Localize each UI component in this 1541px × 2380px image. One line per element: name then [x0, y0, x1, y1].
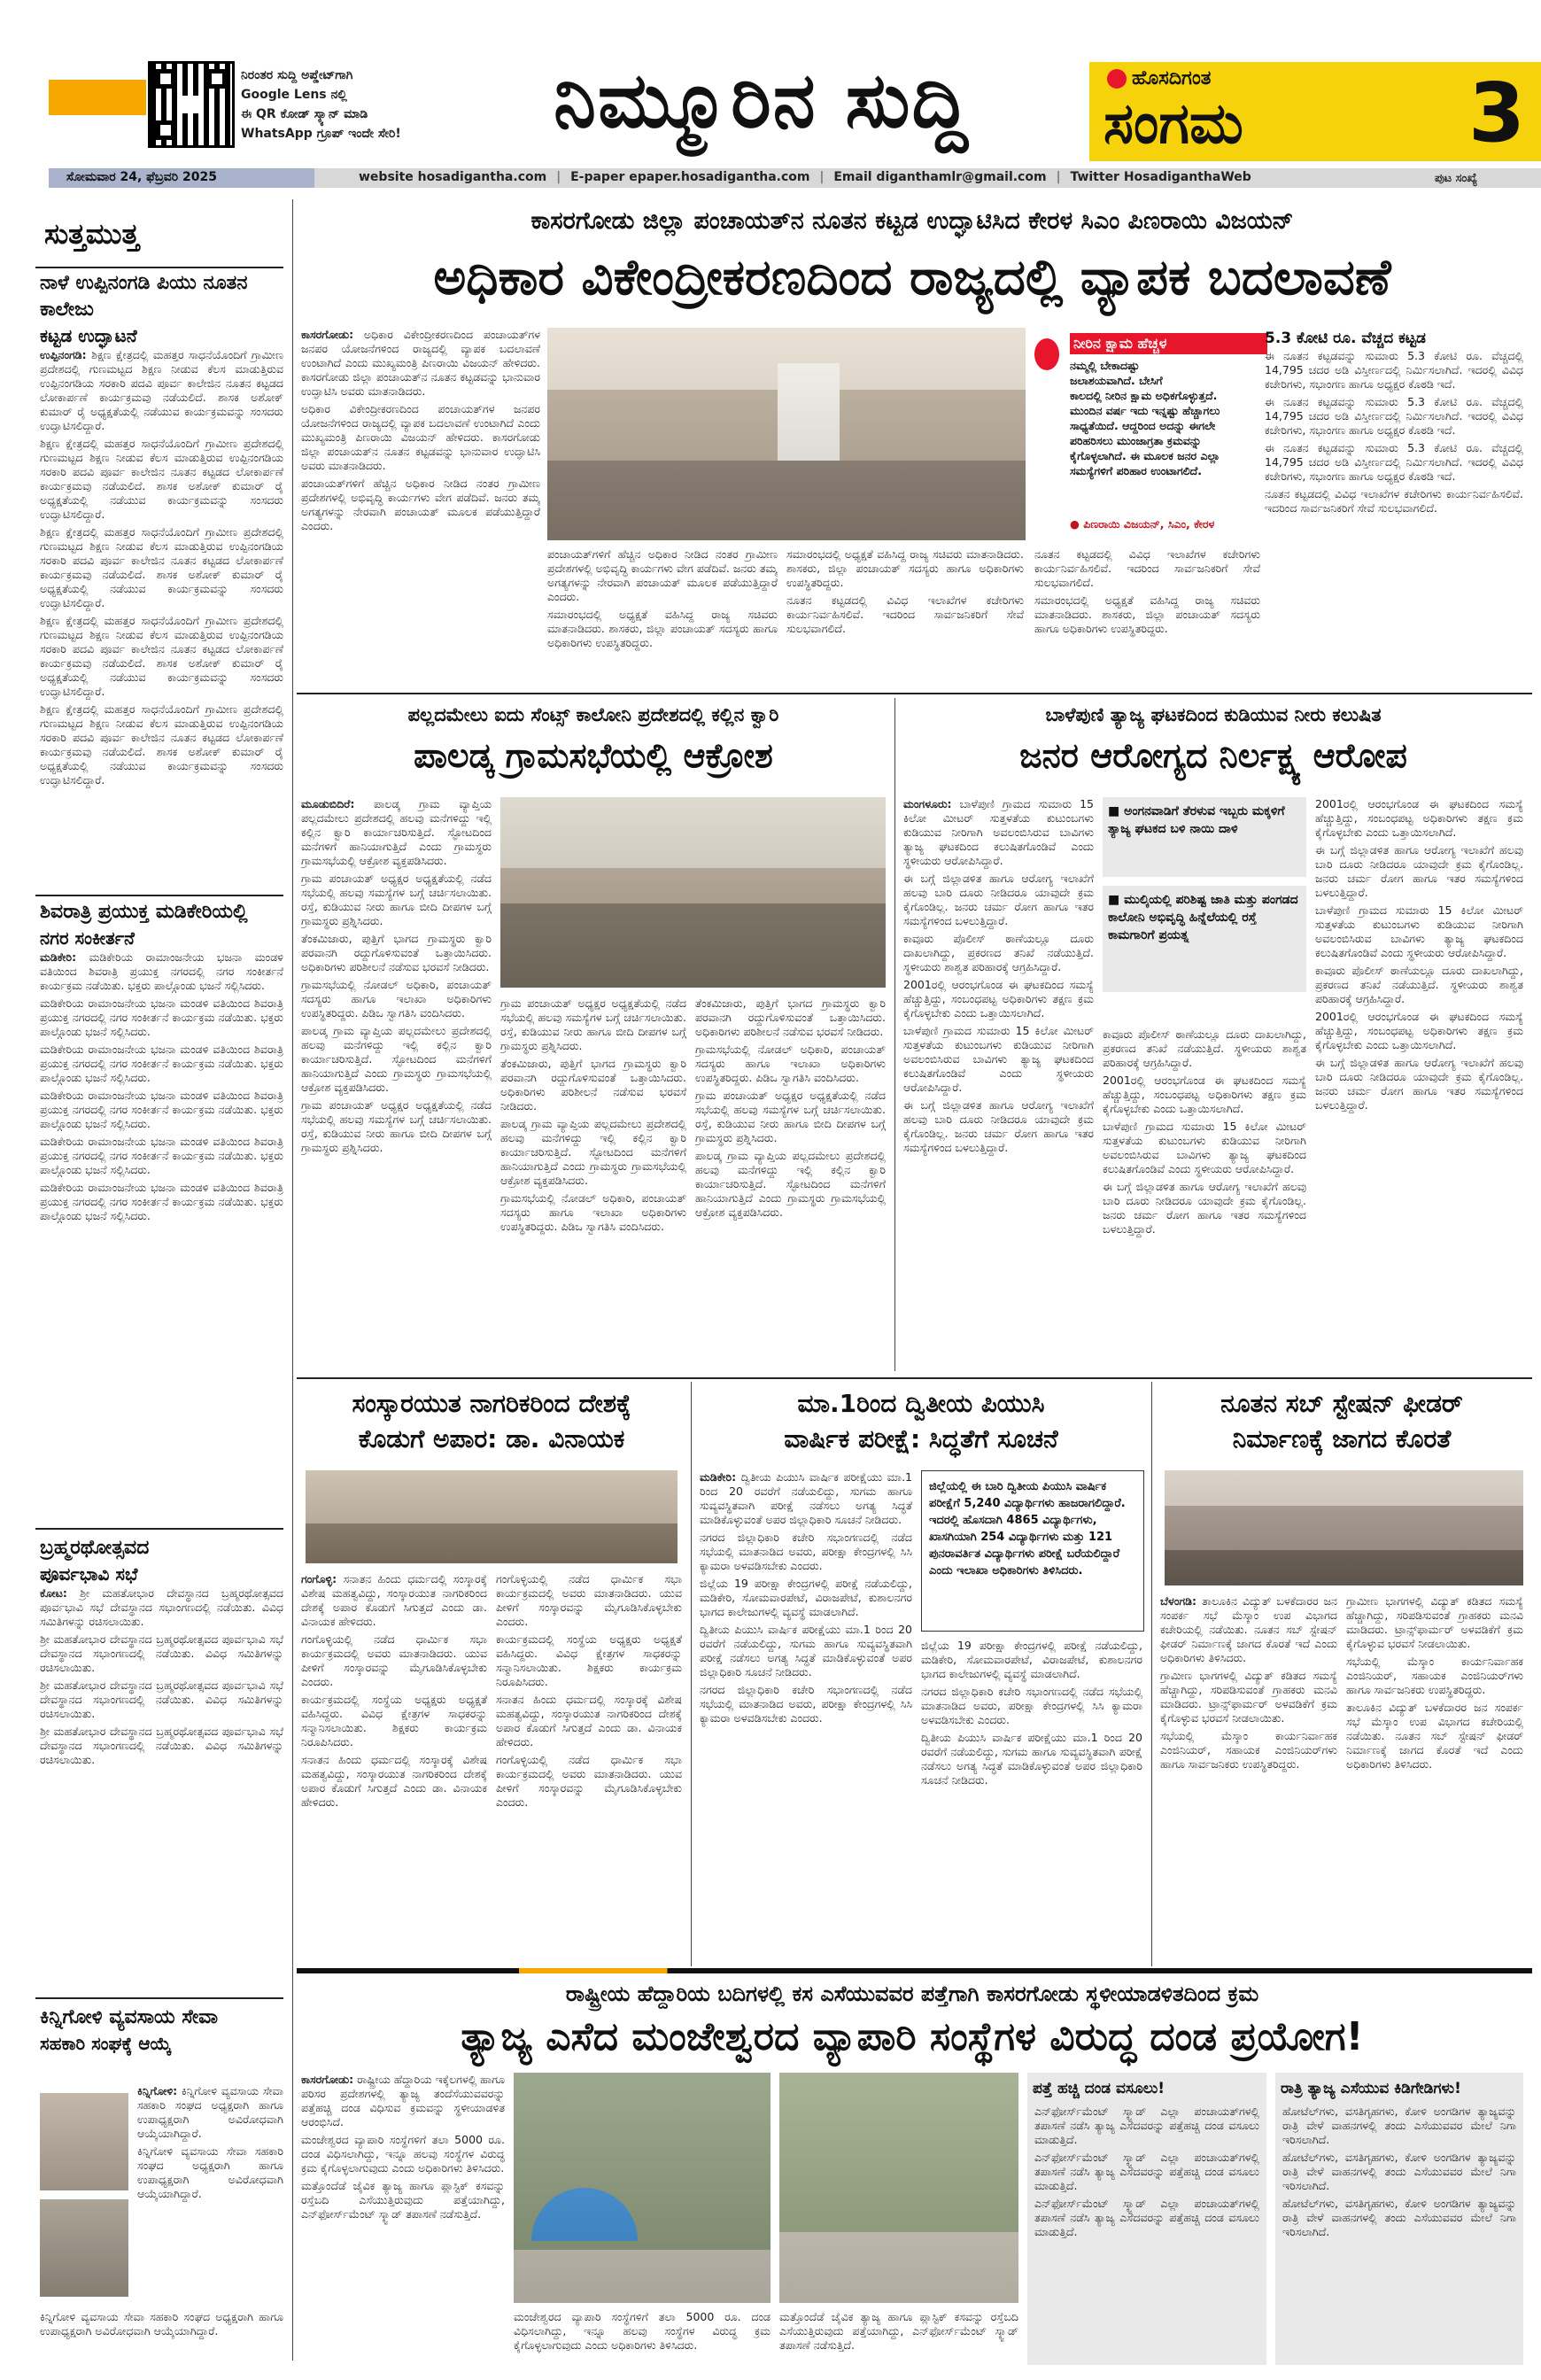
story-text: ಬಾಳೆಪುಣಿ ಗ್ರಾಮದ ಸುಮಾರು 15 ಕಿಲೋ ಮೀಟರ್ ಸುತ್ತಳತೆಯ ಕುಟುಂಬಗಳು ಕುಡಿಯುವ ನೀರಿಗಾಗಿ ಅವಲಂಬಿಸಿರುವ ಬಾವಿಗಳು ತ್ಯಾಜ್ಯ ಘಟಕದಿಂದ ಕಲುಷಿತಗೊಂಡಿವೆ ಎಂದು ಸ್ಥಳೀಯರು ಆರೋಪಿಸಿದ್ದಾರೆ. [903, 1024, 1094, 1094]
dateline: ಕೋಟ: [40, 1586, 67, 1600]
story-text: ಈ ಬಗ್ಗೆ ಜಿಲ್ಲಾಡಳಿತ ಹಾಗೂ ಆರೋಗ್ಯ ಇಲಾಖೆಗೆ ಹಲವು ಬಾರಿ ದೂರು ನೀಡಿದರೂ ಯಾವುದೇ ಕ್ರಮ ಕೈಗೊಂಡಿಲ್ಲ. ಜನರು ಚರ್ಮ ರೋಗ ಹಾಗೂ ಇತರ ಸಮಸ್ಯೆಗಳಿಂದ ಬಳಲುತ್ತಿದ್ದಾರೆ. [1315, 1056, 1523, 1112]
puc-body-col1 [700, 1470, 912, 1962]
headline-line: ನೂತನ ಸಬ್ ಸ್ಟೇಷನ್ ಫೀಡರ್ [1220, 1389, 1463, 1418]
headline-line: ನಿರ್ಮಾಣಕ್ಕೆ ಜಾಗದ ಕೊರತೆ [1232, 1424, 1452, 1454]
story-headline: ನಾಳೆ ಉಪ್ಪಿನಂಗಡಿ ಪಿಯು ನೂತನ ಕಾಲೇಜು [40, 272, 248, 321]
story-text: ಗಂಗೊಳ್ಳಿಯಲ್ಲಿ ನಡೆದ ಧಾರ್ಮಿಕ ಸಭಾ ಕಾರ್ಯಕ್ರಮದಲ್ಲಿ ಅವರು ಮಾತನಾಡಿದರು. ಯುವ ಪೀಳಿಗೆ ಸಂಸ್ಕಾರವನ್ನು ಮೈಗೂಡಿಸಿಕೊಳ್ಳಬೇಕು ಎಂದರು. [496, 1572, 682, 1628]
dateline: ಕಿನ್ನಿಗೋಳಿ: [137, 2084, 178, 2097]
column-divider [691, 1382, 692, 1966]
puc-stats-box [921, 1470, 1144, 1632]
dateline: ಕಾಸರಗೋಡು: [301, 2073, 354, 2086]
lead-body-col3 [786, 547, 1024, 671]
story-text: ರಾಷ್ಟ್ರೀಯ ಹೆದ್ದಾರಿಯ ಇಕ್ಕೆಲಗಳಲ್ಲಿ ಹಾಗೂ ಪರಿಸರ ಪ್ರದೇಶಗಳಲ್ಲಿ ತ್ಯಾಜ್ಯ ತಂದೆಸೆಯುವವರನ್ನು ಪತ್ತೆಹಚ್ಚಿ ದಂಡ ವಿಧಿಸುವ ಕ್ರಮವನ್ನು ಸ್ಥಳೀಯಾಡಳಿತ ಆರಂಭಿಸಿದೆ. [301, 2073, 505, 2128]
column-divider [1151, 1382, 1152, 1966]
water-headline: ಜನರ ಆರೋಗ್ಯದ ನಿರ್ಲಕ್ಷ್ಯ ಆರೋಪ [1019, 736, 1407, 775]
story-text: ಎನ್‌ಫೋರ್ಸ್‌ಮೆಂಟ್ ಸ್ಕ್ವಾಡ್ ಎಲ್ಲಾ ಪಂಚಾಯತ್‌ಗಳಲ್ಲಿ ತಪಾಸಣೆ ನಡೆಸಿ ತ್ಯಾಜ್ಯ ಎಸೆದವರನ್ನು ಪತ್ತೆಹಚ್ಚಿ ದಂಡ ವಸೂಲು ಮಾಡುತ್ತಿದೆ. [1034, 2105, 1259, 2146]
waste-headline: ತ್ಯಾಜ್ಯ ಎಸೆದ ಮಂಜೇಶ್ವರದ ವ್ಯಾಪಾರಿ ಸಂಸ್ಥೆಗಳ ವಿರುದ್ಧ ದಂಡ ಪ್ರಯೋಗ! [461, 2014, 1364, 2059]
story-text: 2001ರಲ್ಲಿ ಆರಂಭಗೊಂಡ ಈ ಘಟಕದಿಂದ ಸಮಸ್ಯೆ ಹೆಚ್ಚುತ್ತಿದ್ದು, ಸಂಬಂಧಪಟ್ಟ ಅಧಿಕಾರಿಗಳು ತಕ್ಷಣ ಕ್ರಮ ಕೈಗೊಳ್ಳಬೇಕು ಎಂದು ಒತ್ತಾಯಿಸಲಾಗಿದೆ. [1315, 797, 1523, 839]
story-text: ಹೋಟೆಲ್‌ಗಳು, ವಸತಿಗೃಹಗಳು, ಕೋಳಿ ಅಂಗಡಿಗಳ ತ್ಯಾಜ್ಯವನ್ನು ರಾತ್ರಿ ವೇಳೆ ವಾಹನಗಳಲ್ಲಿ ತಂದು ಎಸೆಯುವವರ ಮೇಲೆ ನಿಗಾ ಇರಿಸಲಾಗಿದೆ. [1282, 2105, 1516, 2146]
vinayak-headline [301, 1386, 682, 1457]
side-body [1282, 2105, 1516, 2344]
paladka-photo [500, 797, 886, 988]
story-text: ಕಾರ್ಯಕ್ರಮದಲ್ಲಿ ಸಂಸ್ಥೆಯ ಅಧ್ಯಕ್ಷರು ಅಧ್ಯಕ್ಷತೆ ವಹಿಸಿದ್ದರು. ವಿವಿಧ ಕ್ಷೇತ್ರಗಳ ಸಾಧಕರನ್ನು ಸನ್ಮಾನಿಸಲಾಯಿತು. ಶಿಕ್ಷಕರು ಕಾರ್ಯಕ್ರಮ ನಿರೂಪಿಸಿದರು. [301, 1693, 487, 1748]
story-text: ನಗರದ ಜಿಲ್ಲಾಧಿಕಾರಿ ಕಚೇರಿ ಸಭಾಂಗಣದಲ್ಲಿ ನಡೆದ ಸಭೆಯಲ್ಲಿ ಮಾತನಾಡಿದ ಅವರು, ಪರೀಕ್ಷಾ ಕೇಂದ್ರಗಳಲ್ಲಿ ಸಿಸಿ ಕ್ಯಾಮರಾ ಅಳವಡಿಸಬೇಕು ಎಂದರು. [921, 1685, 1142, 1726]
story-subhead: ಪೂರ್ವಭಾವಿ ಸಭೆ [40, 1563, 138, 1585]
story-text: ಕಿನ್ನಿಗೋಳಿ ವ್ಯವಸಾಯ ಸೇವಾ ಸಹಕಾರಿ ಸಂಘದ ಅಧ್ಯಕ್ಷರಾಗಿ ಹಾಗೂ ಉಪಾಧ್ಯಕ್ಷರಾಗಿ ಅವಿರೋಧವಾಗಿ ಆಯ್ಕೆಯಾಗಿದ್ದಾರೆ. [137, 2084, 283, 2140]
section-divider [297, 1968, 1532, 1973]
column-title [44, 217, 283, 261]
story-text: ಮಡಿಕೇರಿಯ ರಾಮಾಂಜನೇಯ ಭಜನಾ ಮಂಡಳಿ ವತಿಯಿಂದ ಶಿವರಾತ್ರಿ ಪ್ರಯುಕ್ತ ನಗರದಲ್ಲಿ ನಗರ ಸಂಕೀರ್ತನೆ ಕಾರ್ಯಕ್ರಮ ನಡೆಯಿತು. ಭಕ್ತರು ಪಾಲ್ಗೊಂಡು ಭಜನೆ ಸಲ್ಲಿಸಿದರು. [40, 996, 283, 1038]
story-text: ಸನಾತನ ಹಿಂದು ಧರ್ಮದಲ್ಲಿ ಸಂಸ್ಕಾರಕ್ಕೆ ವಿಶೇಷ ಮಹತ್ವವಿದ್ದು, ಸಂಸ್ಕಾರಯುತ ನಾಗರಿಕರಿಂದ ದೇಶಕ್ಕೆ ಅಪಾರ ಕೊಡುಗೆ ಸಿಗುತ್ತದೆ ಎಂದು ಡಾ. ವಿನಾಯಕ ಹೇಳಿದರು. [496, 1693, 682, 1748]
dateline: ಮೂಡುಬಿದಿರೆ: [301, 797, 355, 810]
story-text: ಬಾಳೆಪುಣಿ ಗ್ರಾಮದ ಸುಮಾರು 15 ಕಿಲೋ ಮೀಟರ್ ಸುತ್ತಳತೆಯ ಕುಟುಂಬಗಳು ಕುಡಿಯುವ ನೀರಿಗಾಗಿ ಅವಲಂಬಿಸಿರುವ ಬಾವಿಗಳು ತ್ಯಾಜ್ಯ ಘಟಕದಿಂದ ಕಲುಷಿತಗೊಂಡಿವೆ ಎಂದು ಸ್ಥಳೀಯರು ಆರೋಪಿಸಿದ್ದಾರೆ. [1103, 1120, 1306, 1175]
story-text: 2001ರಲ್ಲಿ ಆರಂಭಗೊಂಡ ಈ ಘಟಕದಿಂದ ಸಮಸ್ಯೆ ಹೆಚ್ಚುತ್ತಿದ್ದು, ಸಂಬಂಧಪಟ್ಟ ಅಧಿಕಾರಿಗಳು ತಕ್ಷಣ ಕ್ರಮ ಕೈಗೊಳ್ಳಬೇಕು ಎಂದು ಒತ್ತಾಯಿಸಲಾಗಿದೆ. [903, 978, 1094, 1019]
masthead [0, 0, 1541, 168]
story-headline: ಶಿವರಾತ್ರಿ ಪ್ರಯುಕ್ತ ಮಡಿಕೇರಿಯಲ್ಲಿ [40, 901, 248, 923]
story-text: ಗ್ರಾಮ ಪಂಚಾಯತ್ ಅಧ್ಯಕ್ಷರ ಅಧ್ಯಕ್ಷತೆಯಲ್ಲಿ ನಡೆದ ಸಭೆಯಲ್ಲಿ ಹಲವು ಸಮಸ್ಯೆಗಳ ಬಗ್ಗೆ ಚರ್ಚಿಸಲಾಯಿತು. ರಸ್ತೆ, ಕುಡಿಯುವ ನೀರು ಹಾಗೂ ಬೀದಿ ದೀಪಗಳ ಬಗ್ಗೆ ಗ್ರಾಮಸ್ಥರು ಪ್ರಶ್ನಿಸಿದರು. [695, 1089, 886, 1144]
story-text: ಜಿಲ್ಲೆಯ 19 ಪರೀಕ್ಷಾ ಕೇಂದ್ರಗಳಲ್ಲಿ ಪರೀಕ್ಷೆ ನಡೆಯಲಿದ್ದು, ಮಡಿಕೇರಿ, ಸೋಮವಾರಪೇಟೆ, ವಿರಾಜಪೇಟೆ, ಕುಶಾಲನಗರ ಭಾಗದ ಕಾಲೇಜುಗಳಲ್ಲಿ ವ್ಯವಸ್ಥೆ ಮಾಡಲಾಗಿದೆ. [700, 1577, 912, 1618]
story-text: ಬಾಳೆಪುಣಿ ಗ್ರಾಮದ ಸುಮಾರು 15 ಕಿಲೋ ಮೀಟರ್ ಸುತ್ತಳತೆಯ ಕುಟುಂಬಗಳು ಕುಡಿಯುವ ನೀರಿಗಾಗಿ ಅವಲಂಬಿಸಿರುವ ಬಾವಿಗಳು ತ್ಯಾಜ್ಯ ಘಟಕದಿಂದ ಕಲುಷಿತಗೊಂಡಿವೆ ಎಂದು ಸ್ಥಳೀಯರು ಆರೋಪಿಸಿದ್ದಾರೆ. [903, 797, 1094, 867]
side-title: ಪತ್ತೆ ಹಚ್ಚಿ ದಂಡ ವಸೂಲು! [1033, 2080, 1165, 2097]
paladka-body-col2 [500, 996, 686, 1368]
story-subhead: ಕಟ್ಟಡ ಉದ್ಘಾಟನೆ [40, 325, 137, 346]
waste-kicker: ರಾಷ್ಟ್ರೀಯ ಹೆದ್ದಾರಿಯ ಬದಿಗಳಲ್ಲಿ ಕಸ ಎಸೆಯುವವರ ಪತ್ತೆಗಾಗಿ ಕಾಸರಗೋಡು ಸ್ಥಳೀಯಾಡಳಿತದಿಂದ ಕ್ರಮ [565, 1981, 1259, 2006]
story-text: ಮಡಿಕೇರಿಯ ರಾಮಾಂಜನೇಯ ಭಜನಾ ಮಂಡಳಿ ವತಿಯಿಂದ ಶಿವರಾತ್ರಿ ಪ್ರಯುಕ್ತ ನಗರದಲ್ಲಿ ನಗರ ಸಂಕೀರ್ತನೆ ಕಾರ್ಯಕ್ರಮ ನಡೆಯಿತು. ಭಕ್ತರು ಪಾಲ್ಗೊಂಡು ಭಜನೆ ಸಲ್ಲಿಸಿದರು. [40, 1089, 283, 1130]
quote-icon [1034, 338, 1059, 370]
story-text: ಮಂಜೇಶ್ವರದ ವ್ಯಾಪಾರಿ ಸಂಸ್ಥೆಗಳಿಗೆ ತಲಾ 5000 ರೂ. ದಂಡ ವಿಧಿಸಲಾಗಿದ್ದು, ಇನ್ನೂ ಹಲವು ಸಂಸ್ಥೆಗಳ ವಿರುದ್ಧ ಕ್ರಮ ಕೈಗೊಳ್ಳಲಾಗುವುದು ಎಂದು ಅಧಿಕಾರಿಗಳು ತಿಳಿಸಿದರು. [301, 2133, 505, 2175]
lead-sidebar-box [1265, 328, 1523, 673]
vinayak-body-col2 [496, 1572, 682, 1962]
lead-body-col4 [1034, 547, 1260, 671]
side-body [1265, 349, 1523, 668]
story-text: ಕಿನ್ನಿಗೋಳಿ ವ್ಯವಸಾಯ ಸೇವಾ ಸಹಕಾರಿ ಸಂಘದ ಅಧ್ಯಕ್ಷರಾಗಿ ಹಾಗೂ ಉಪಾಧ್ಯಕ್ಷರಾಗಿ ಅವಿರೋಧವಾಗಿ ಆಯ್ಕೆಯಾಗಿದ್ದಾರೆ. [40, 2310, 283, 2337]
bullet-text: ■ ಮುಲ್ಕಿಯಲ್ಲಿ ಪರಿಶಿಷ್ಟ ಜಾತಿ ಮತ್ತು ಪಂಗಡದ ಕಾಲೋನಿ ಅಭಿವೃದ್ಧಿ ಹಿನ್ನೆಲೆಯಲ್ಲಿ ರಸ್ತೆ ಕಾಮಗಾರಿಗೆ ಪ್ರಯತ್ನ [1108, 893, 1298, 942]
qr-caption-line: Google Lens ನಲ್ಲಿ [241, 88, 347, 102]
story-text: ಗ್ರಾಮಸಭೆಯಲ್ಲಿ ನೋಡಲ್ ಅಧಿಕಾರಿ, ಪಂಚಾಯತ್ ಸದಸ್ಯರು ಹಾಗೂ ಇಲಾಖಾ ಅಧಿಕಾರಿಗಳು ಉಪಸ್ಥಿತರಿದ್ದರು. ಪಿಡಿಒ ಸ್ವಾಗತಿಸಿ ವಂದಿಸಿದರು. [695, 1043, 886, 1084]
quote-line: ಕೈಗೊಳ್ಳಲಾಗಿದೆ. ಈ ಮೂಲಕ ಜನರ ಎಲ್ಲಾ [1070, 449, 1220, 462]
story-text: ಈ ನೂತನ ಕಟ್ಟಡವನ್ನು ಸುಮಾರು 5.3 ಕೋಟಿ ರೂ. ವೆಚ್ಚದಲ್ಲಿ 14,795 ಚದರ ಅಡಿ ವಿಸ್ತೀರ್ಣದಲ್ಲಿ ನಿರ್ಮಿಸಲಾಗಿದೆ. ಇದರಲ್ಲಿ ವಿವಿಧ ಕಚೇರಿಗಳು, ಸಭಾಂಗಣ ಹಾಗೂ ಅಧ್ಯಕ್ಷರ ಕೊಠಡಿ ಇದೆ. [1265, 349, 1523, 391]
story-text: ನಗರದ ಜಿಲ್ಲಾಧಿಕಾರಿ ಕಚೇರಿ ಸಭಾಂಗಣದಲ್ಲಿ ನಡೆದ ಸಭೆಯಲ್ಲಿ ಮಾತನಾಡಿದ ಅವರು, ಪರೀಕ್ಷಾ ಕೇಂದ್ರಗಳಲ್ಲಿ ಸಿಸಿ ಕ್ಯಾಮರಾ ಅಳವಡಿಸಬೇಕು ಎಂದರು. [700, 1683, 912, 1725]
story-text: ಈ ನೂತನ ಕಟ್ಟಡವನ್ನು ಸುಮಾರು 5.3 ಕೋಟಿ ರೂ. ವೆಚ್ಚದಲ್ಲಿ 14,795 ಚದರ ಅಡಿ ವಿಸ್ತೀರ್ಣದಲ್ಲಿ ನಿರ್ಮಿಸಲಾಗಿದೆ. ಇದರಲ್ಲಿ ವಿವಿಧ ಕಚೇರಿಗಳು, ಸಭಾಂಗಣ ಹಾಗೂ ಅಧ್ಯಕ್ಷರ ಕೊಠಡಿ ಇದೆ. [1265, 441, 1523, 483]
waste-body-col3 [779, 2310, 1018, 2365]
headline-line: ವಾರ್ಷಿಕ ಪರೀಕ್ಷೆ: ಸಿದ್ಧತೆಗೆ ಸೂಚನೆ [784, 1424, 1058, 1454]
story-text: ಕಾವೂರು ಪೊಲೀಸ್ ಠಾಣೆಯಲ್ಲೂ ದೂರು ದಾಖಲಾಗಿದ್ದು, ಪ್ರಕರಣದ ತನಿಖೆ ನಡೆಯುತ್ತಿದೆ. ಸ್ಥಳೀಯರು ಶಾಶ್ವತ ಪರಿಹಾರಕ್ಕೆ ಆಗ್ರಹಿಸಿದ್ದಾರೆ. [1103, 1027, 1306, 1069]
sidebar-story-shivaratri [40, 899, 283, 1500]
story-text: ಸನಾತನ ಹಿಂದು ಧರ್ಮದಲ್ಲಿ ಸಂಸ್ಕಾರಕ್ಕೆ ವಿಶೇಷ ಮಹತ್ವವಿದ್ದು, ಸಂಸ್ಕಾರಯುತ ನಾಗರಿಕರಿಂದ ದೇಶಕ್ಕೆ ಅಪಾರ ಕೊಡುಗೆ ಸಿಗುತ್ತದೆ ಎಂದು ಡಾ. ವಿನಾಯಕ ಹೇಳಿದರು. [301, 1572, 487, 1628]
story-text: ಪಾಲಡ್ಕ ಗ್ರಾಮ ವ್ಯಾಪ್ತಿಯ ಪಲ್ಲದಮೇಲು ಪ್ರದೇಶದಲ್ಲಿ ಹಲವು ಮನೆಗಳಿದ್ದು ಇಲ್ಲಿ ಕಲ್ಲಿನ ಕ್ವಾರಿ ಕಾರ್ಯಾಚರಿಸುತ್ತಿದೆ. ಸ್ಫೋಟದಿಂದ ಮನೆಗಳಿಗೆ ಹಾನಿಯಾಗುತ್ತಿದೆ ಎಂದು ಗ್ರಾಮಸ್ಥರು ಗ್ರಾಮಸಭೆಯಲ್ಲಿ ಆಕ್ರೋಶ ವ್ಯಕ್ತಪಡಿಸಿದರು. [301, 797, 492, 867]
story-text: ನೂತನ ಕಟ್ಟಡದಲ್ಲಿ ವಿವಿಧ ಇಲಾಖೆಗಳ ಕಚೇರಿಗಳು ಕಾರ್ಯನಿರ್ವಹಿಸಲಿವೆ. ಇದರಿಂದ ಸಾರ್ವಜನಿಕರಿಗೆ ಸೇವೆ ಸುಲಭವಾಗಲಿದೆ. [1265, 487, 1523, 515]
column-divider [292, 199, 293, 2361]
story-text: ದ್ವಿತೀಯ ಪಿಯುಸಿ ವಾರ್ಷಿಕ ಪರೀಕ್ಷೆಯು ಮಾ.1 ರಿಂದ 20 ರವರೆಗೆ ನಡೆಯಲಿದ್ದು, ಸುಗಮ ಹಾಗೂ ಸುವ್ಯವಸ್ಥಿತವಾಗಿ ಪರೀಕ್ಷೆ ನಡೆಸಲು ಅಗತ್ಯ ಸಿದ್ಧತೆ ಮಾಡಿಕೊಳ್ಳುವಂತೆ ಅಪರ ಜಿಲ್ಲಾಧಿಕಾರಿ ಸೂಚನೆ ನೀಡಿದರು. [700, 1470, 912, 1526]
story-text: ಈ ಬಗ್ಗೆ ಜಿಲ್ಲಾಡಳಿತ ಹಾಗೂ ಆರೋಗ್ಯ ಇಲಾಖೆಗೆ ಹಲವು ಬಾರಿ ದೂರು ನೀಡಿದರೂ ಯಾವುದೇ ಕ್ರಮ ಕೈಗೊಂಡಿಲ್ಲ. ಜನರು ಚರ್ಮ ರೋಗ ಹಾಗೂ ಇತರ ಸಮಸ್ಯೆಗಳಿಂದ ಬಳಲುತ್ತಿದ್ದಾರೆ. [1315, 843, 1523, 899]
story-text: ಎನ್‌ಫೋರ್ಸ್‌ಮೆಂಟ್ ಸ್ಕ್ವಾಡ್ ಎಲ್ಲಾ ಪಂಚಾಯತ್‌ಗಳಲ್ಲಿ ತಪಾಸಣೆ ನಡೆಸಿ ತ್ಯಾಜ್ಯ ಎಸೆದವರನ್ನು ಪತ್ತೆಹಚ್ಚಿ ದಂಡ ವಸೂಲು ಮಾಡುತ್ತಿದೆ. [1034, 2197, 1259, 2238]
bullet-text: ■ ಅಂಗನವಾಡಿಗೆ ತೆರಳುವ ಇಬ್ಬರು ಮಕ್ಕಳಿಗೆ ತ್ಯಾಜ್ಯ ಘಟಕದ ಬಳಿ ನಾಯಿ ದಾಳಿ [1108, 804, 1285, 836]
vinayak-photo [306, 1470, 678, 1563]
column-divider [894, 698, 895, 1371]
dateline: ಮಡಿಕೇರಿ: [40, 950, 77, 964]
umbrella-icon [531, 2188, 638, 2241]
epaper-link[interactable]: E-paper epaper.hosadigantha.com [570, 170, 810, 184]
water-body-col3 [1315, 797, 1523, 1364]
twitter-link[interactable]: Twitter HosadiganthaWeb [1070, 170, 1251, 184]
quote-line: ಪರಿಹರಿಸಲು ಮುಂಜಾಗ್ರತಾ ಕ್ರಮವನ್ನು [1070, 434, 1202, 447]
story-text: ಮಡಿಕೇರಿಯ ರಾಮಾಂಜನೇಯ ಭಜನಾ ಮಂಡಳಿ ವತಿಯಿಂದ ಶಿವರಾತ್ರಿ ಪ್ರಯುಕ್ತ ನಗರದಲ್ಲಿ ನಗರ ಸಂಕೀರ್ತನೆ ಕಾರ್ಯಕ್ರಮ ನಡೆಯಿತು. ಭಕ್ತರು ಪಾಲ್ಗೊಂಡು ಭಜನೆ ಸಲ್ಲಿಸಿದರು. [40, 1043, 283, 1084]
headline-line: ಸಂಸ್ಕಾರಯುತ ನಾಗರಿಕರಿಂದ ದೇಶಕ್ಕೆ [352, 1389, 631, 1418]
dateline: ಕಾಸರಗೋಡು: [301, 328, 354, 341]
story-text: ಕಿನ್ನಿಗೋಳಿ ವ್ಯವಸಾಯ ಸೇವಾ ಸಹಕಾರಿ ಸಂಘದ ಅಧ್ಯಕ್ಷರಾಗಿ ಹಾಗೂ ಉಪಾಧ್ಯಕ್ಷರಾಗಿ ಅವಿರೋಧವಾಗಿ ಆಯ್ಕೆಯಾಗಿದ್ದಾರೆ. [137, 2144, 283, 2200]
story-body [40, 348, 283, 888]
quote-line: ಮುಂದಿನ ವರ್ಷ ಇದು ಇನ್ನಷ್ಟು ಹೆಚ್ಚಾಗಲು [1070, 404, 1220, 417]
story-text: 2001ರಲ್ಲಿ ಆರಂಭಗೊಂಡ ಈ ಘಟಕದಿಂದ ಸಮಸ್ಯೆ ಹೆಚ್ಚುತ್ತಿದ್ದು, ಸಂಬಂಧಪಟ್ಟ ಅಧಿಕಾರಿಗಳು ತಕ್ಷಣ ಕ್ರಮ ಕೈಗೊಳ್ಳಬೇಕು ಎಂದು ಒತ್ತಾಯಿಸಲಾಗಿದೆ. [1315, 1010, 1523, 1051]
orange-brand-bar [49, 80, 146, 115]
headline-line: ಕೊಡುಗೆ ಅಪಾರ: ಡಾ. ವಿನಾಯಕ [358, 1424, 625, 1454]
story-text: ಈ ಬಗ್ಗೆ ಜಿಲ್ಲಾಡಳಿತ ಹಾಗೂ ಆರೋಗ್ಯ ಇಲಾಖೆಗೆ ಹಲವು ಬಾರಿ ದೂರು ನೀಡಿದರೂ ಯಾವುದೇ ಕ್ರಮ ಕೈಗೊಂಡಿಲ್ಲ. ಜನರು ಚರ್ಮ ರೋಗ ಹಾಗೂ ಇತರ ಸಮಸ್ಯೆಗಳಿಂದ ಬಳಲುತ್ತಿದ್ದಾರೆ. [903, 872, 1094, 927]
story-text: ಶ್ರೀ ಮಹತೋಭಾರ ದೇವಸ್ಥಾನದ ಬ್ರಹ್ಮರಥೋತ್ಸವದ ಪೂರ್ವಭಾವಿ ಸಭೆ ದೇವಸ್ಥಾನದ ಸಭಾಂಗಣದಲ್ಲಿ ನಡೆಯಿತು. ವಿವಿಧ ಸಮಿತಿಗಳನ್ನು ರಚಿಸಲಾಯಿತು. [40, 1586, 283, 1628]
waste-side-box-1 [1027, 2073, 1266, 2365]
sidebar [35, 199, 288, 2365]
qr-caption-line: ನಿರಂತರ ಸುದ್ದಿ ಅಪ್ಡೇಟ್‌ಗಾಗಿ [241, 68, 353, 82]
dateline: ಉಪ್ಪಿನಂಗಡಿ: [40, 348, 87, 361]
quote-box [1034, 328, 1260, 540]
story-text: ಮಡಿಕೇರಿಯ ರಾಮಾಂಜನೇಯ ಭಜನಾ ಮಂಡಳಿ ವತಿಯಿಂದ ಶಿವರಾತ್ರಿ ಪ್ರಯುಕ್ತ ನಗರದಲ್ಲಿ ನಗರ ಸಂಕೀರ್ತನೆ ಕಾರ್ಯಕ್ರಮ ನಡೆಯಿತು. ಭಕ್ತರು ಪಾಲ್ಗೊಂಡು ಭಜನೆ ಸಲ್ಲಿಸಿದರು. [40, 1135, 283, 1176]
story-body [40, 1586, 283, 1976]
story-text: ತೆಂಕಮಿಜಾರು, ಪುತ್ತಿಗೆ ಭಾಗದ ಗ್ರಾಮಸ್ಥರು ಕ್ವಾರಿ ಪರವಾನಗಿ ರದ್ದುಗೊಳಿಸುವಂತೆ ಒತ್ತಾಯಿಸಿದರು. ಅಧಿಕಾರಿಗಳು ಪರಿಶೀಲನೆ ನಡೆಸುವ ಭರವಸೆ ನೀಡಿದರು. [301, 932, 492, 973]
story-text: ಶಿಕ್ಷಣ ಕ್ಷೇತ್ರದಲ್ಲಿ ಮಹತ್ತರ ಸಾಧನೆಯೊಂದಿಗೆ ಗ್ರಾಮೀಣ ಪ್ರದೇಶದಲ್ಲಿ ಗುಣಮಟ್ಟದ ಶಿಕ್ಷಣ ನೀಡುವ ಕೆಲಸ ಮಾಡುತ್ತಿರುವ ಉಪ್ಪಿನಂಗಡಿಯ ಸರಕಾರಿ ಪದವಿ ಪೂರ್ವ ಕಾಲೇಜಿನ ನೂತನ ಕಟ್ಟಡದ ಲೋಕಾರ್ಪಣೆ ಕಾರ್ಯಕ್ರಮವು ನಡೆಯಲಿದೆ. ಶಾಸಕ ಅಶೋಕ್ ಕುಮಾರ್ ರೈ ಅಧ್ಯಕ್ಷತೆಯಲ್ಲಿ ನಡೆಯುವ ಕಾರ್ಯಕ್ರಮವನ್ನು ಸಂಸದರು ಉದ್ಘಾಟಿಸಲಿದ್ದಾರೆ. [40, 614, 283, 698]
divider [297, 1377, 1532, 1379]
brand-name: ಸಂಗಮ [1103, 91, 1243, 157]
quote-line: ನಮ್ಮಲ್ಲಿ ಬೇಕಾದಷ್ಟು [1070, 359, 1140, 372]
substation-body-col2 [1346, 1594, 1523, 1962]
story-text: ಕಾರ್ಯಕ್ರಮದಲ್ಲಿ ಸಂಸ್ಥೆಯ ಅಧ್ಯಕ್ಷರು ಅಧ್ಯಕ್ಷತೆ ವಹಿಸಿದ್ದರು. ವಿವಿಧ ಕ್ಷೇತ್ರಗಳ ಸಾಧಕರನ್ನು ಸನ್ಮಾನಿಸಲಾಯಿತು. ಶಿಕ್ಷಕರು ಕಾರ್ಯಕ್ರಮ ನಿರೂಪಿಸಿದರು. [496, 1632, 682, 1688]
date-badge [49, 168, 314, 188]
story-text: ಗಂಗೊಳ್ಳಿಯಲ್ಲಿ ನಡೆದ ಧಾರ್ಮಿಕ ಸಭಾ ಕಾರ್ಯಕ್ರಮದಲ್ಲಿ ಅವರು ಮಾತನಾಡಿದರು. ಯುವ ಪೀಳಿಗೆ ಸಂಸ್ಕಾರವನ್ನು ಮೈಗೂಡಿಸಿಕೊಳ್ಳಬೇಕು ಎಂದರು. [301, 1632, 487, 1688]
column-title-text: ಸುತ್ತಮುತ್ತ [44, 217, 140, 251]
story-text: ಶ್ರೀ ಮಹತೋಭಾರ ದೇವಸ್ಥಾನದ ಬ್ರಹ್ಮರಥೋತ್ಸವದ ಪೂರ್ವಭಾವಿ ಸಭೆ ದೇವಸ್ಥಾನದ ಸಭಾಂಗಣದಲ್ಲಿ ನಡೆಯಿತು. ವಿವಿಧ ಸಮಿತಿಗಳನ್ನು ರಚಿಸಲಾಯಿತು. [40, 1678, 283, 1720]
masthead-title: ನಿಮ್ಮೂರಿನ ಸುದ್ದಿ [554, 57, 970, 145]
story-text: ಈ ಬಗ್ಗೆ ಜಿಲ್ಲಾಡಳಿತ ಹಾಗೂ ಆರೋಗ್ಯ ಇಲಾಖೆಗೆ ಹಲವು ಬಾರಿ ದೂರು ನೀಡಿದರೂ ಯಾವುದೇ ಕ್ರಮ ಕೈಗೊಂಡಿಲ್ಲ. ಜನರು ಚರ್ಮ ರೋಗ ಹಾಗೂ ಇತರ ಸಮಸ್ಯೆಗಳಿಂದ ಬಳಲುತ್ತಿದ್ದಾರೆ. [903, 1098, 1094, 1154]
story-text: ಗ್ರಾಮೀಣ ಭಾಗಗಳಲ್ಲಿ ವಿದ್ಯುತ್ ಕಡಿತದ ಸಮಸ್ಯೆ ಹೆಚ್ಚಾಗಿದ್ದು, ಸರಿಪಡಿಸುವಂತೆ ಗ್ರಾಹಕರು ಮನವಿ ಮಾಡಿದರು. ಟ್ರಾನ್ಸ್‌ಫಾರ್ಮರ್ ಅಳವಡಿಕೆಗೆ ಕ್ರಮ ಕೈಗೊಳ್ಳುವ ಭರವಸೆ ನೀಡಲಾಯಿತು. [1346, 1594, 1523, 1650]
divider [35, 1997, 283, 1999]
story-text: 2001ರಲ್ಲಿ ಆರಂಭಗೊಂಡ ಈ ಘಟಕದಿಂದ ಸಮಸ್ಯೆ ಹೆಚ್ಚುತ್ತಿದ್ದು, ಸಂಬಂಧಪಟ್ಟ ಅಧಿಕಾರಿಗಳು ತಕ್ಷಣ ಕ್ರಮ ಕೈಗೊಳ್ಳಬೇಕು ಎಂದು ಒತ್ತಾಯಿಸಲಾಗಿದೆ. [1103, 1074, 1306, 1115]
story-text: ತೆಂಕಮಿಜಾರು, ಪುತ್ತಿಗೆ ಭಾಗದ ಗ್ರಾಮಸ್ಥರು ಕ್ವಾರಿ ಪರವಾನಗಿ ರದ್ದುಗೊಳಿಸುವಂತೆ ಒತ್ತಾಯಿಸಿದರು. ಅಧಿಕಾರಿಗಳು ಪರಿಶೀಲನೆ ನಡೆಸುವ ಭರವಸೆ ನೀಡಿದರು. [500, 1057, 686, 1112]
story-text: ಬಾಳೆಪುಣಿ ಗ್ರಾಮದ ಸುಮಾರು 15 ಕಿಲೋ ಮೀಟರ್ ಸುತ್ತಳತೆಯ ಕುಟುಂಬಗಳು ಕುಡಿಯುವ ನೀರಿಗಾಗಿ ಅವಲಂಬಿಸಿರುವ ಬಾವಿಗಳು ತ್ಯಾಜ್ಯ ಘಟಕದಿಂದ ಕಲುಷಿತಗೊಂಡಿವೆ ಎಂದು ಸ್ಥಳೀಯರು ಆರೋಪಿಸಿದ್ದಾರೆ. [1315, 903, 1523, 959]
story-text: ಪಾಲಡ್ಕ ಗ್ರಾಮ ವ್ಯಾಪ್ತಿಯ ಪಲ್ಲದಮೇಲು ಪ್ರದೇಶದಲ್ಲಿ ಹಲವು ಮನೆಗಳಿದ್ದು ಇಲ್ಲಿ ಕಲ್ಲಿನ ಕ್ವಾರಿ ಕಾರ್ಯಾಚರಿಸುತ್ತಿದೆ. ಸ್ಫೋಟದಿಂದ ಮನೆಗಳಿಗೆ ಹಾನಿಯಾಗುತ್ತಿದೆ ಎಂದು ಗ್ರಾಮಸ್ಥರು ಗ್ರಾಮಸಭೆಯಲ್ಲಿ ಆಕ್ರೋಶ ವ್ಯಕ್ತಪಡಿಸಿದರು. [695, 1149, 886, 1219]
story-text: ಶಿಕ್ಷಣ ಕ್ಷೇತ್ರದಲ್ಲಿ ಮಹತ್ತರ ಸಾಧನೆಯೊಂದಿಗೆ ಗ್ರಾಮೀಣ ಪ್ರದೇಶದಲ್ಲಿ ಗುಣಮಟ್ಟದ ಶಿಕ್ಷಣ ನೀಡುವ ಕೆಲಸ ಮಾಡುತ್ತಿರುವ ಉಪ್ಪಿನಂಗಡಿಯ ಸರಕಾರಿ ಪದವಿ ಪೂರ್ವ ಕಾಲೇಜಿನ ನೂತನ ಕಟ್ಟಡದ ಲೋಕಾರ್ಪಣೆ ಕಾರ್ಯಕ್ರಮವು ನಡೆಯಲಿದೆ. ಶಾಸಕ ಅಶೋಕ್ ಕುಮಾರ್ ರೈ ಅಧ್ಯಕ್ಷತೆಯಲ್ಲಿ ನಡೆಯುವ ಕಾರ್ಯಕ್ರಮವನ್ನು ಸಂಸದರು ಉದ್ಘಾಟಿಸಲಿದ್ದಾರೆ. [40, 437, 283, 521]
paladka-body-col3 [695, 996, 886, 1368]
quote-text [1070, 358, 1260, 478]
dateline: ಮಡಿಕೇರಿ: [700, 1470, 737, 1484]
masthead-links: website hosadigantha.com | E-paper epaper.hosadigantha.com | Email diganthamlr@gmail.com | Twitter HosadiganthaWeb [359, 170, 1251, 184]
website-link[interactable]: website hosadigantha.com [359, 170, 547, 184]
substation-body-col1 [1160, 1594, 1337, 1962]
sidebar-story-upp [40, 270, 283, 888]
issue-date: ಸೋಮವಾರ 24, ಫೆಬ್ರವರಿ 2025 [66, 170, 218, 184]
story-text: ಮತ್ತೊಂದೆಡೆ ಜೈವಿಕ ತ್ಯಾಜ್ಯ ಹಾಗೂ ಪ್ಲಾಸ್ಟಿಕ್ ಕಸವನ್ನು ರಸ್ತೆಬದಿ ಎಸೆಯುತ್ತಿರುವುದು ಪತ್ತೆಯಾಗಿದ್ದು, ಎನ್‌ಫೋರ್ಸ್‌ಮೆಂಟ್ ಸ್ಕ್ವಾಡ್ ತಪಾಸಣೆ ನಡೆಸುತ್ತಿದೆ. [301, 2179, 505, 2221]
story-text: ಸಮಾರಂಭದಲ್ಲಿ ಅಧ್ಯಕ್ಷತೆ ವಹಿಸಿದ್ದ ರಾಜ್ಯ ಸಚಿವರು ಮಾತನಾಡಿದರು. ಶಾಸಕರು, ಜಿಲ್ಲಾ ಪಂಚಾಯತ್ ಸದಸ್ಯರು ಹಾಗೂ ಅಧಿಕಾರಿಗಳು ಉಪಸ್ಥಿತರಿದ್ದರು. [547, 608, 778, 649]
paladka-headline: ಪಾಲಡ್ಕ ಗ್ರಾಮಸಭೆಯಲ್ಲಿ ಆಕ್ರೋಶ [414, 736, 773, 775]
story-body [137, 2084, 283, 2306]
dateline: ಬೆಳಂಗಡಿ: [1160, 1594, 1196, 1608]
qr-code-icon [151, 64, 232, 145]
portrait-photo [40, 2093, 128, 2190]
sidebar-story-kinnigoli [40, 2004, 283, 2337]
story-text: ಶಿಕ್ಷಣ ಕ್ಷೇತ್ರದಲ್ಲಿ ಮಹತ್ತರ ಸಾಧನೆಯೊಂದಿಗೆ ಗ್ರಾಮೀಣ ಪ್ರದೇಶದಲ್ಲಿ ಗುಣಮಟ್ಟದ ಶಿಕ್ಷಣ ನೀಡುವ ಕೆಲಸ ಮಾಡುತ್ತಿರುವ ಉಪ್ಪಿನಂಗಡಿಯ ಸರಕಾರಿ ಪದವಿ ಪೂರ್ವ ಕಾಲೇಜಿನ ನೂತನ ಕಟ್ಟಡದ ಲೋಕಾರ್ಪಣೆ ಕಾರ್ಯಕ್ರಮವು ನಡೆಯಲಿದೆ. ಶಾಸಕ ಅಶೋಕ್ ಕುಮಾರ್ ರೈ ಅಧ್ಯಕ್ಷತೆಯಲ್ಲಿ ನಡೆಯುವ ಕಾರ್ಯಕ್ರಮವನ್ನು ಸಂಸದರು ಉದ್ಘಾಟಿಸಲಿದ್ದಾರೆ. [40, 348, 283, 432]
qr-caption [241, 66, 524, 143]
brand-logo-icon [1107, 69, 1127, 89]
puc-stats-text: ಜಿಲ್ಲೆಯಲ್ಲಿ ಈ ಬಾರಿ ದ್ವಿತೀಯ ಪಿಯುಸಿ ವಾರ್ಷಿಕ ಪರೀಕ್ಷೆಗೆ 5,240 ವಿದ್ಯಾರ್ಥಿಗಳು ಹಾಜರಾಗಲಿದ್ದಾರೆ. ಇದರಲ್ಲಿ ಹೊಸದಾಗಿ 4865 ವಿದ್ಯಾರ್ಥಿಗಳು, ಖಾಸಗಿಯಾಗಿ 254 ವಿದ್ಯಾರ್ಥಿಗಳು ಮತ್ತು 121 ಪುನರಾವರ್ತಿತ ವಿದ್ಯಾರ್ಥಿಗಳು ಪರೀಕ್ಷೆ ಬರೆಯಲಿದ್ದಾರೆ ಎಂದು ಇಲಾಖಾ ಅಧಿಕಾರಿಗಳು ತಿಳಿಸಿದರು. [929, 1480, 1126, 1578]
waste-photo-left [514, 2073, 770, 2303]
story-text: ಮತ್ತೊಂದೆಡೆ ಜೈವಿಕ ತ್ಯಾಜ್ಯ ಹಾಗೂ ಪ್ಲಾಸ್ಟಿಕ್ ಕಸವನ್ನು ರಸ್ತೆಬದಿ ಎಸೆಯುತ್ತಿರುವುದು ಪತ್ತೆಯಾಗಿದ್ದು, ಎನ್‌ಫೋರ್ಸ್‌ಮೆಂಟ್ ಸ್ಕ್ವಾಡ್ ತಪಾಸಣೆ ನಡೆಸುತ್ತಿದೆ. [779, 2310, 1018, 2352]
substation-photo [1165, 1470, 1523, 1585]
water-body-col2 [1103, 1027, 1306, 1368]
substation-headline [1160, 1386, 1523, 1457]
vinayak-body-col1 [301, 1572, 487, 1962]
puc-body-col2 [921, 1639, 1142, 1962]
story-text: ಸಭೆಯಲ್ಲಿ ಮೆಸ್ಕಾಂ ಕಾರ್ಯನಿರ್ವಾಹಕ ಎಂಜಿನಿಯರ್, ಸಹಾಯಕ ಎಂಜಿನಿಯರ್‌ಗಳು ಹಾಗೂ ಸಾರ್ವಜನಿಕರು ಉಪಸ್ಥಿತರಿದ್ದರು. [1346, 1655, 1523, 1696]
sidebar-story-brahmaratha [40, 1535, 283, 1976]
paladka-body-col1 [301, 797, 492, 1364]
water-body-col1 [903, 797, 1094, 1364]
lead-headline: ಅಧಿಕಾರ ವಿಕೇಂದ್ರೀಕರಣದಿಂದ ರಾಜ್ಯದಲ್ಲಿ ವ್ಯಾಪಕ ಬದಲಾವಣೆ [433, 249, 1391, 306]
story-text: ಶ್ರೀ ಮಹತೋಭಾರ ದೇವಸ್ಥಾನದ ಬ್ರಹ್ಮರಥೋತ್ಸವದ ಪೂರ್ವಭಾವಿ ಸಭೆ ದೇವಸ್ಥಾನದ ಸಭಾಂಗಣದಲ್ಲಿ ನಡೆಯಿತು. ವಿವಿಧ ಸಮಿತಿಗಳನ್ನು ರಚಿಸಲಾಯಿತು. [40, 1632, 283, 1674]
lead-kicker: ಕಾಸರಗೋಡು ಜಿಲ್ಲಾ ಪಂಚಾಯತ್‌ನ ನೂತನ ಕಟ್ಟಡ ಉದ್ಘಾಟಿಸಿದ ಕೇರಳ ಸಿಎಂ ಪಿಣರಾಯಿ ವಿಜಯನ್ [530, 207, 1294, 235]
email-link[interactable]: Email diganthamlr@gmail.com [833, 170, 1047, 184]
water-bullets [1103, 797, 1306, 1019]
story-text: ಅಧಿಕಾರ ವಿಕೇಂದ್ರೀಕರಣದಿಂದ ಪಂಚಾಯತ್‌ಗಳ ಜನಪರ ಯೋಜನೆಗಳಿಂದ ರಾಜ್ಯದಲ್ಲಿ ವ್ಯಾಪಕ ಬದಲಾವಣೆ ಉಂಟಾಗಿದೆ ಎಂದು ಮುಖ್ಯಮಂತ್ರಿ ಪಿಣರಾಯಿ ವಿಜಯನ್ ಹೇಳಿದರು. ಕಾಸರಗೋಡು ಜಿಲ್ಲಾ ಪಂಚಾಯತ್‌ನ ನೂತನ ಕಟ್ಟಡವನ್ನು ಭಾನುವಾರ ಉದ್ಘಾಟಿಸಿ ಅವರು ಮಾತನಾಡಿದರು. [301, 328, 540, 398]
dateline: ಗಂಗೊಳ್ಳಿ: [301, 1572, 337, 1585]
story-text: ಕಾವೂರು ಪೊಲೀಸ್ ಠಾಣೆಯಲ್ಲೂ ದೂರು ದಾಖಲಾಗಿದ್ದು, ಪ್ರಕರಣದ ತನಿಖೆ ನಡೆಯುತ್ತಿದೆ. ಸ್ಥಳೀಯರು ಶಾಶ್ವತ ಪರಿಹಾರಕ್ಕೆ ಆಗ್ರಹಿಸಿದ್ದಾರೆ. [903, 932, 1094, 973]
story-body [40, 2310, 283, 2363]
brand-small: ಹೊಸದಿಗಂತ [1132, 67, 1212, 89]
quote-line: ಕಾಲದಲ್ಲಿ ನೀರಿನ ಕ್ಷಾಮ ಅಧಿಕಗೊಳ್ಳುತ್ತದೆ. [1070, 389, 1218, 402]
story-text: ತಾಲೂಕಿನ ವಿದ್ಯುತ್ ಬಳಕೆದಾರರ ಜನ ಸಂಪರ್ಕ ಸಭೆ ಮೆಸ್ಕಾಂ ಉಪ ವಿಭಾಗದ ಕಚೇರಿಯಲ್ಲಿ ನಡೆಯಿತು. ನೂತನ ಸಬ್ ಸ್ಟೇಷನ್ ಫೀಡರ್ ನಿರ್ಮಾಣಕ್ಕೆ ಜಾಗದ ಕೊರತೆ ಇದೆ ಎಂದು ಅಧಿಕಾರಿಗಳು ತಿಳಿಸಿದರು. [1160, 1594, 1337, 1664]
story-text: ಮಂಜೇಶ್ವರದ ವ್ಯಾಪಾರಿ ಸಂಸ್ಥೆಗಳಿಗೆ ತಲಾ 5000 ರೂ. ದಂಡ ವಿಧಿಸಲಾಗಿದ್ದು, ಇನ್ನೂ ಹಲವು ಸಂಸ್ಥೆಗಳ ವಿರುದ್ಧ ಕ್ರಮ ಕೈಗೊಳ್ಳಲಾಗುವುದು ಎಂದು ಅಧಿಕಾರಿಗಳು ತಿಳಿಸಿದರು. [514, 2310, 770, 2352]
story-text: ಶಿಕ್ಷಣ ಕ್ಷೇತ್ರದಲ್ಲಿ ಮಹತ್ತರ ಸಾಧನೆಯೊಂದಿಗೆ ಗ್ರಾಮೀಣ ಪ್ರದೇಶದಲ್ಲಿ ಗುಣಮಟ್ಟದ ಶಿಕ್ಷಣ ನೀಡುವ ಕೆಲಸ ಮಾಡುತ್ತಿರುವ ಉಪ್ಪಿನಂಗಡಿಯ ಸರಕಾರಿ ಪದವಿ ಪೂರ್ವ ಕಾಲೇಜಿನ ನೂತನ ಕಟ್ಟಡದ ಲೋಕಾರ್ಪಣೆ ಕಾರ್ಯಕ್ರಮವು ನಡೆಯಲಿದೆ. ಶಾಸಕ ಅಶೋಕ್ ಕುಮಾರ್ ರೈ ಅಧ್ಯಕ್ಷತೆಯಲ್ಲಿ ನಡೆಯುವ ಕಾರ್ಯಕ್ರಮವನ್ನು ಸಂಸದರು ಉದ್ಘಾಟಿಸಲಿದ್ದಾರೆ. [40, 525, 283, 609]
story-subhead: ಸಹಕಾರಿ ಸಂಘಕ್ಕೆ ಆಯ್ಕೆ [40, 2033, 172, 2054]
story-text: ಗ್ರಾಮ ಪಂಚಾಯತ್ ಅಧ್ಯಕ್ಷರ ಅಧ್ಯಕ್ಷತೆಯಲ್ಲಿ ನಡೆದ ಸಭೆಯಲ್ಲಿ ಹಲವು ಸಮಸ್ಯೆಗಳ ಬಗ್ಗೆ ಚರ್ಚಿಸಲಾಯಿತು. ರಸ್ತೆ, ಕುಡಿಯುವ ನೀರು ಹಾಗೂ ಬೀದಿ ದೀಪಗಳ ಬಗ್ಗೆ ಗ್ರಾಮಸ್ಥರು ಪ್ರಶ್ನಿಸಿದರು. [301, 1098, 492, 1154]
divider [35, 267, 283, 268]
story-text: ಎನ್‌ಫೋರ್ಸ್‌ಮೆಂಟ್ ಸ್ಕ್ವಾಡ್ ಎಲ್ಲಾ ಪಂಚಾಯತ್‌ಗಳಲ್ಲಿ ತಪಾಸಣೆ ನಡೆಸಿ ತ್ಯಾಜ್ಯ ಎಸೆದವರನ್ನು ಪತ್ತೆಹಚ್ಚಿ ದಂಡ ವಸೂಲು ಮಾಡುತ್ತಿದೆ. [1034, 2151, 1259, 2192]
divider [35, 895, 283, 896]
story-text: ಗ್ರಾಮ ಪಂಚಾಯತ್ ಅಧ್ಯಕ್ಷರ ಅಧ್ಯಕ್ಷತೆಯಲ್ಲಿ ನಡೆದ ಸಭೆಯಲ್ಲಿ ಹಲವು ಸಮಸ್ಯೆಗಳ ಬಗ್ಗೆ ಚರ್ಚಿಸಲಾಯಿತು. ರಸ್ತೆ, ಕುಡಿಯುವ ನೀರು ಹಾಗೂ ಬೀದಿ ದೀಪಗಳ ಬಗ್ಗೆ ಗ್ರಾಮಸ್ಥರು ಪ್ರಶ್ನಿಸಿದರು. [301, 872, 492, 927]
story-text: ನೂತನ ಕಟ್ಟಡದಲ್ಲಿ ವಿವಿಧ ಇಲಾಖೆಗಳ ಕಚೇರಿಗಳು ಕಾರ್ಯನಿರ್ವಹಿಸಲಿವೆ. ಇದರಿಂದ ಸಾರ್ವಜನಿಕರಿಗೆ ಸೇವೆ ಸುಲಭವಾಗಲಿದೆ. [786, 593, 1024, 635]
story-text: ಪಂಚಾಯತ್‌ಗಳಿಗೆ ಹೆಚ್ಚಿನ ಅಧಿಕಾರ ನೀಡಿದ ನಂತರ ಗ್ರಾಮೀಣ ಪ್ರದೇಶಗಳಲ್ಲಿ ಅಭಿವೃದ್ಧಿ ಕಾರ್ಯಗಳು ವೇಗ ಪಡೆದಿವೆ. ಜನರು ತಮ್ಮ ಅಗತ್ಯಗಳನ್ನು ನೇರವಾಗಿ ಪಂಚಾಯತ್ ಮೂಲಕ ಪಡೆಯುತ್ತಿದ್ದಾರೆ ಎಂದರು. [547, 547, 778, 603]
story-text: ತಾಲೂಕಿನ ವಿದ್ಯುತ್ ಬಳಕೆದಾರರ ಜನ ಸಂಪರ್ಕ ಸಭೆ ಮೆಸ್ಕಾಂ ಉಪ ವಿಭಾಗದ ಕಚೇರಿಯಲ್ಲಿ ನಡೆಯಿತು. ನೂತನ ಸಬ್ ಸ್ಟೇಷನ್ ಫೀಡರ್ ನಿರ್ಮಾಣಕ್ಕೆ ಜಾಗದ ಕೊರತೆ ಇದೆ ಎಂದು ಅಧಿಕಾರಿಗಳು ತಿಳಿಸಿದರು. [1346, 1701, 1523, 1771]
quote-line: ಸಾಧ್ಯತೆಯಿದೆ. ಆದ್ದರಿಂದ ಅದನ್ನು ಈಗಲೇ [1070, 419, 1216, 432]
story-text: ಈ ಬಗ್ಗೆ ಜಿಲ್ಲಾಡಳಿತ ಹಾಗೂ ಆರೋಗ್ಯ ಇಲಾಖೆಗೆ ಹಲವು ಬಾರಿ ದೂರು ನೀಡಿದರೂ ಯಾವುದೇ ಕ್ರಮ ಕೈಗೊಂಡಿಲ್ಲ. ಜನರು ಚರ್ಮ ರೋಗ ಹಾಗೂ ಇತರ ಸಮಸ್ಯೆಗಳಿಂದ ಬಳಲುತ್ತಿದ್ದಾರೆ. [1103, 1180, 1306, 1236]
waste-body-col2 [514, 2310, 770, 2365]
story-text: ಮಡಿಕೇರಿಯ ರಾಮಾಂಜನೇಯ ಭಜನಾ ಮಂಡಳಿ ವತಿಯಿಂದ ಶಿವರಾತ್ರಿ ಪ್ರಯುಕ್ತ ನಗರದಲ್ಲಿ ನಗರ ಸಂಕೀರ್ತನೆ ಕಾರ್ಯಕ್ರಮ ನಡೆಯಿತು. ಭಕ್ತರು ಪಾಲ್ಗೊಂಡು ಭಜನೆ ಸಲ್ಲಿಸಿದರು. [40, 1181, 283, 1222]
story-text: ಅಧಿಕಾರ ವಿಕೇಂದ್ರೀಕರಣದಿಂದ ಪಂಚಾಯತ್‌ಗಳ ಜನಪರ ಯೋಜನೆಗಳಿಂದ ರಾಜ್ಯದಲ್ಲಿ ವ್ಯಾಪಕ ಬದಲಾವಣೆ ಉಂಟಾಗಿದೆ ಎಂದು ಮುಖ್ಯಮಂತ್ರಿ ಪಿಣರಾಯಿ ವಿಜಯನ್ ಹೇಳಿದರು. ಕಾಸರಗೋಡು ಜಿಲ್ಲಾ ಪಂಚಾಯತ್‌ನ ನೂತನ ಕಟ್ಟಡವನ್ನು ಭಾನುವಾರ ಉದ್ಘಾಟಿಸಿ ಅವರು ಮಾತನಾಡಿದರು. [301, 402, 540, 472]
story-text: ಗ್ರಾಮ ಪಂಚಾಯತ್ ಅಧ್ಯಕ್ಷರ ಅಧ್ಯಕ್ಷತೆಯಲ್ಲಿ ನಡೆದ ಸಭೆಯಲ್ಲಿ ಹಲವು ಸಮಸ್ಯೆಗಳ ಬಗ್ಗೆ ಚರ್ಚಿಸಲಾಯಿತು. ರಸ್ತೆ, ಕುಡಿಯುವ ನೀರು ಹಾಗೂ ಬೀದಿ ದೀಪಗಳ ಬಗ್ಗೆ ಗ್ರಾಮಸ್ಥರು ಪ್ರಶ್ನಿಸಿದರು. [500, 996, 686, 1052]
story-headline: ಕಿನ್ನಿಗೋಳಿ ವ್ಯವಸಾಯ ಸೇವಾ [40, 2006, 219, 2028]
side-title: 5.3 ಕೋಟಿ ರೂ. ವೆಚ್ಚದ ಕಟ್ಟಡ [1265, 329, 1426, 347]
side-body [1034, 2105, 1259, 2353]
story-text: ಜಿಲ್ಲೆಯ 19 ಪರೀಕ್ಷಾ ಕೇಂದ್ರಗಳಲ್ಲಿ ಪರೀಕ್ಷೆ ನಡೆಯಲಿದ್ದು, ಮಡಿಕೇರಿ, ಸೋಮವಾರಪೇಟೆ, ವಿರಾಜಪೇಟೆ, ಕುಶಾಲನಗರ ಭಾಗದ ಕಾಲೇಜುಗಳಲ್ಲಿ ವ್ಯವಸ್ಥೆ ಮಾಡಲಾಗಿದೆ. [921, 1639, 1142, 1680]
headline-line: ಮಾ.1ರಿಂದ ದ್ವಿತೀಯ ಪಿಯುಸಿ [797, 1389, 1045, 1418]
lead-body-col2 [547, 547, 778, 671]
story-text: ಶ್ರೀ ಮಹತೋಭಾರ ದೇವಸ್ಥಾನದ ಬ್ರಹ್ಮರಥೋತ್ಸವದ ಪೂರ್ವಭಾವಿ ಸಭೆ ದೇವಸ್ಥಾನದ ಸಭಾಂಗಣದಲ್ಲಿ ನಡೆಯಿತು. ವಿವಿಧ ಸಮಿತಿಗಳನ್ನು ರಚಿಸಲಾಯಿತು. [40, 1725, 283, 1766]
waste-side-box-2 [1275, 2073, 1523, 2365]
story-text: ತೆಂಕಮಿಜಾರು, ಪುತ್ತಿಗೆ ಭಾಗದ ಗ್ರಾಮಸ್ಥರು ಕ್ವಾರಿ ಪರವಾನಗಿ ರದ್ದುಗೊಳಿಸುವಂತೆ ಒತ್ತಾಯಿಸಿದರು. ಅಧಿಕಾರಿಗಳು ಪರಿಶೀಲನೆ ನಡೆಸುವ ಭರವಸೆ ನೀಡಿದರು. [695, 996, 886, 1038]
story-text: ಪಾಲಡ್ಕ ಗ್ರಾಮ ವ್ಯಾಪ್ತಿಯ ಪಲ್ಲದಮೇಲು ಪ್ರದೇಶದಲ್ಲಿ ಹಲವು ಮನೆಗಳಿದ್ದು ಇಲ್ಲಿ ಕಲ್ಲಿನ ಕ್ವಾರಿ ಕಾರ್ಯಾಚರಿಸುತ್ತಿದೆ. ಸ್ಫೋಟದಿಂದ ಮನೆಗಳಿಗೆ ಹಾನಿಯಾಗುತ್ತಿದೆ ಎಂದು ಗ್ರಾಮಸ್ಥರು ಗ್ರಾಮಸಭೆಯಲ್ಲಿ ಆಕ್ರೋಶ ವ್ಯಕ್ತಪಡಿಸಿದರು. [301, 1024, 492, 1094]
quote-attribution: ● ಪಿಣರಾಯಿ ವಿಜಯನ್, ಸಿಎಂ, ಕೇರಳ [1070, 517, 1215, 531]
dateline: ಮಂಗಳೂರು: [903, 797, 952, 810]
portrait-photo [40, 2199, 128, 2297]
story-text: ಸಭೆಯಲ್ಲಿ ಮೆಸ್ಕಾಂ ಕಾರ್ಯನಿರ್ವಾಹಕ ಎಂಜಿನಿಯರ್, ಸಹಾಯಕ ಎಂಜಿನಿಯರ್‌ಗಳು ಹಾಗೂ ಸಾರ್ವಜನಿಕರು ಉಪಸ್ಥಿತರಿದ್ದರು. [1160, 1729, 1337, 1771]
story-text: ಶಿಕ್ಷಣ ಕ್ಷೇತ್ರದಲ್ಲಿ ಮಹತ್ತರ ಸಾಧನೆಯೊಂದಿಗೆ ಗ್ರಾಮೀಣ ಪ್ರದೇಶದಲ್ಲಿ ಗುಣಮಟ್ಟದ ಶಿಕ್ಷಣ ನೀಡುವ ಕೆಲಸ ಮಾಡುತ್ತಿರುವ ಉಪ್ಪಿನಂಗಡಿಯ ಸರಕಾರಿ ಪದವಿ ಪೂರ್ವ ಕಾಲೇಜಿನ ನೂತನ ಕಟ್ಟಡದ ಲೋಕಾರ್ಪಣೆ ಕಾರ್ಯಕ್ರಮವು ನಡೆಯಲಿದೆ. ಶಾಸಕ ಅಶೋಕ್ ಕುಮಾರ್ ರೈ ಅಧ್ಯಕ್ಷತೆಯಲ್ಲಿ ನಡೆಯುವ ಕಾರ್ಯಕ್ರಮವನ್ನು ಸಂಸದರು ಉದ್ಘಾಟಿಸಲಿದ್ದಾರೆ. [40, 702, 283, 787]
story-subhead: ನಗರ ಸಂಕೀರ್ತನೆ [40, 927, 135, 949]
side-title: ರಾತ್ರಿ ತ್ಯಾಜ್ಯ ಎಸೆಯುವ ಕಿಡಿಗೇಡಿಗಳು! [1281, 2080, 1461, 2097]
story-text: ಸಮಾರಂಭದಲ್ಲಿ ಅಧ್ಯಕ್ಷತೆ ವಹಿಸಿದ್ದ ರಾಜ್ಯ ಸಚಿವರು ಮಾತನಾಡಿದರು. ಶಾಸಕರು, ಜಿಲ್ಲಾ ಪಂಚಾಯತ್ ಸದಸ್ಯರು ಹಾಗೂ ಅಧಿಕಾರಿಗಳು ಉಪಸ್ಥಿತರಿದ್ದರು. [786, 547, 1024, 589]
story-text: ಹೋಟೆಲ್‌ಗಳು, ವಸತಿಗೃಹಗಳು, ಕೋಳಿ ಅಂಗಡಿಗಳ ತ್ಯಾಜ್ಯವನ್ನು ರಾತ್ರಿ ವೇಳೆ ವಾಹನಗಳಲ್ಲಿ ತಂದು ಎಸೆಯುವವರ ಮೇಲೆ ನಿಗಾ ಇರಿಸಲಾಗಿದೆ. [1282, 2197, 1516, 2238]
story-text: ಸನಾತನ ಹಿಂದು ಧರ್ಮದಲ್ಲಿ ಸಂಸ್ಕಾರಕ್ಕೆ ವಿಶೇಷ ಮಹತ್ವವಿದ್ದು, ಸಂಸ್ಕಾರಯುತ ನಾಗರಿಕರಿಂದ ದೇಶಕ್ಕೆ ಅಪಾರ ಕೊಡುಗೆ ಸಿಗುತ್ತದೆ ಎಂದು ಡಾ. ವಿನಾಯಕ ಹೇಳಿದರು. [301, 1753, 487, 1809]
quote-title: ನೀರಿನ ಕ್ಷಾಮ ಹೆಚ್ಚಳ [1070, 333, 1267, 354]
story-text: ಸಮಾರಂಭದಲ್ಲಿ ಅಧ್ಯಕ್ಷತೆ ವಹಿಸಿದ್ದ ರಾಜ್ಯ ಸಚಿವರು ಮಾತನಾಡಿದರು. ಶಾಸಕರು, ಜಿಲ್ಲಾ ಪಂಚಾಯತ್ ಸದಸ್ಯರು ಹಾಗೂ ಅಧಿಕಾರಿಗಳು ಉಪಸ್ಥಿತರಿದ್ದರು. [1034, 593, 1260, 635]
story-text: ಗಂಗೊಳ್ಳಿಯಲ್ಲಿ ನಡೆದ ಧಾರ್ಮಿಕ ಸಭಾ ಕಾರ್ಯಕ್ರಮದಲ್ಲಿ ಅವರು ಮಾತನಾಡಿದರು. ಯುವ ಪೀಳಿಗೆ ಸಂಸ್ಕಾರವನ್ನು ಮೈಗೂಡಿಸಿಕೊಳ್ಳಬೇಕು ಎಂದರು. [496, 1753, 682, 1809]
story-text: ನೂತನ ಕಟ್ಟಡದಲ್ಲಿ ವಿವಿಧ ಇಲಾಖೆಗಳ ಕಚೇರಿಗಳು ಕಾರ್ಯನಿರ್ವಹಿಸಲಿವೆ. ಇದರಿಂದ ಸಾರ್ವಜನಿಕರಿಗೆ ಸೇವೆ ಸುಲಭವಾಗಲಿದೆ. [1034, 547, 1260, 589]
quote-line: ಸಮಸ್ಯೆಗಳಿಗೆ ಪರಿಹಾರ ಉಂಟಾಗಲಿದೆ. [1070, 464, 1202, 477]
story-body [40, 950, 283, 1500]
page-number: 3 [1467, 66, 1525, 160]
qr-caption-line: WhatsApp ಗ್ರೂಪ್ ಇಂದೇ ಸೇರಿ! [241, 127, 401, 141]
waste-photo-right [779, 2073, 1018, 2303]
story-text: ಪಾಲಡ್ಕ ಗ್ರಾಮ ವ್ಯಾಪ್ತಿಯ ಪಲ್ಲದಮೇಲು ಪ್ರದೇಶದಲ್ಲಿ ಹಲವು ಮನೆಗಳಿದ್ದು ಇಲ್ಲಿ ಕಲ್ಲಿನ ಕ್ವಾರಿ ಕಾರ್ಯಾಚರಿಸುತ್ತಿದೆ. ಸ್ಫೋಟದಿಂದ ಮನೆಗಳಿಗೆ ಹಾನಿಯಾಗುತ್ತಿದೆ ಎಂದು ಗ್ರಾಮಸ್ಥರು ಗ್ರಾಮಸಭೆಯಲ್ಲಿ ಆಕ್ರೋಶ ವ್ಯಕ್ತಪಡಿಸಿದರು. [500, 1117, 686, 1187]
story-text: ಗ್ರಾಮೀಣ ಭಾಗಗಳಲ್ಲಿ ವಿದ್ಯುತ್ ಕಡಿತದ ಸಮಸ್ಯೆ ಹೆಚ್ಚಾಗಿದ್ದು, ಸರಿಪಡಿಸುವಂತೆ ಗ್ರಾಹಕರು ಮನವಿ ಮಾಡಿದರು. ಟ್ರಾನ್ಸ್‌ಫಾರ್ಮರ್ ಅಳವಡಿಕೆಗೆ ಕ್ರಮ ಕೈಗೊಳ್ಳುವ ಭರವಸೆ ನೀಡಲಾಯಿತು. [1160, 1669, 1337, 1725]
waste-body-col1 [301, 2073, 505, 2365]
qr-caption-line: ಈ QR ಕೋಡ್ ಸ್ಕ್ಯಾನ್ ಮಾಡಿ [241, 107, 368, 121]
story-text: ದ್ವಿತೀಯ ಪಿಯುಸಿ ವಾರ್ಷಿಕ ಪರೀಕ್ಷೆಯು ಮಾ.1 ರಿಂದ 20 ರವರೆಗೆ ನಡೆಯಲಿದ್ದು, ಸುಗಮ ಹಾಗೂ ಸುವ್ಯವಸ್ಥಿತವಾಗಿ ಪರೀಕ್ಷೆ ನಡೆಸಲು ಅಗತ್ಯ ಸಿದ್ಧತೆ ಮಾಡಿಕೊಳ್ಳುವಂತೆ ಅಪರ ಜಿಲ್ಲಾಧಿಕಾರಿ ಸೂಚನೆ ನೀಡಿದರು. [921, 1731, 1142, 1787]
story-text: ಕಾವೂರು ಪೊಲೀಸ್ ಠಾಣೆಯಲ್ಲೂ ದೂರು ದಾಖಲಾಗಿದ್ದು, ಪ್ರಕರಣದ ತನಿಖೆ ನಡೆಯುತ್ತಿದೆ. ಸ್ಥಳೀಯರು ಶಾಶ್ವತ ಪರಿಹಾರಕ್ಕೆ ಆಗ್ರಹಿಸಿದ್ದಾರೆ. [1315, 964, 1523, 1005]
story-text: ದ್ವಿತೀಯ ಪಿಯುಸಿ ವಾರ್ಷಿಕ ಪರೀಕ್ಷೆಯು ಮಾ.1 ರಿಂದ 20 ರವರೆಗೆ ನಡೆಯಲಿದ್ದು, ಸುಗಮ ಹಾಗೂ ಸುವ್ಯವಸ್ಥಿತವಾಗಿ ಪರೀಕ್ಷೆ ನಡೆಸಲು ಅಗತ್ಯ ಸಿದ್ಧತೆ ಮಾಡಿಕೊಳ್ಳುವಂತೆ ಅಪರ ಜಿಲ್ಲಾಧಿಕಾರಿ ಸೂಚನೆ ನೀಡಿದರು. [700, 1623, 912, 1678]
puc-headline [700, 1386, 1142, 1457]
paladka-kicker: ಪಲ್ಲದಮೇಲು ಐದು ಸೆಂಟ್ಸ್ ಕಾಲೋನಿ ಪ್ರದೇಶದಲ್ಲಿ ಕಲ್ಲಿನ ಕ್ವಾರಿ [407, 704, 779, 725]
story-text: ನಗರದ ಜಿಲ್ಲಾಧಿಕಾರಿ ಕಚೇರಿ ಸಭಾಂಗಣದಲ್ಲಿ ನಡೆದ ಸಭೆಯಲ್ಲಿ ಮಾತನಾಡಿದ ಅವರು, ಪರೀಕ್ಷಾ ಕೇಂದ್ರಗಳಲ್ಲಿ ಸಿಸಿ ಕ್ಯಾಮರಾ ಅಳವಡಿಸಬೇಕು ಎಂದರು. [700, 1531, 912, 1572]
story-text: ಗ್ರಾಮಸಭೆಯಲ್ಲಿ ನೋಡಲ್ ಅಧಿಕಾರಿ, ಪಂಚಾಯತ್ ಸದಸ್ಯರು ಹಾಗೂ ಇಲಾಖಾ ಅಧಿಕಾರಿಗಳು ಉಪಸ್ಥಿತರಿದ್ದರು. ಪಿಡಿಒ ಸ್ವಾಗತಿಸಿ ವಂದಿಸಿದರು. [500, 1191, 686, 1233]
divider [35, 1528, 283, 1530]
story-text: ಈ ನೂತನ ಕಟ್ಟಡವನ್ನು ಸುಮಾರು 5.3 ಕೋಟಿ ರೂ. ವೆಚ್ಚದಲ್ಲಿ 14,795 ಚದರ ಅಡಿ ವಿಸ್ತೀರ್ಣದಲ್ಲಿ ನಿರ್ಮಿಸಲಾಗಿದೆ. ಇದರಲ್ಲಿ ವಿವಿಧ ಕಚೇರಿಗಳು, ಸಭಾಂಗಣ ಹಾಗೂ ಅಧ್ಯಕ್ಷರ ಕೊಠಡಿ ಇದೆ. [1265, 395, 1523, 437]
story-text: ಮಡಿಕೇರಿಯ ರಾಮಾಂಜನೇಯ ಭಜನಾ ಮಂಡಳಿ ವತಿಯಿಂದ ಶಿವರಾತ್ರಿ ಪ್ರಯುಕ್ತ ನಗರದಲ್ಲಿ ನಗರ ಸಂಕೀರ್ತನೆ ಕಾರ್ಯಕ್ರಮ ನಡೆಯಿತು. ಭಕ್ತರು ಪಾಲ್ಗೊಂಡು ಭಜನೆ ಸಲ್ಲಿಸಿದರು. [40, 950, 283, 992]
quote-line: ಜಲಾಶಯವಾಗಿದೆ. ಬೇಸಿಗೆ [1070, 374, 1163, 387]
water-kicker: ಬಾಳೆಪುಣಿ ತ್ಯಾಜ್ಯ ಘಟಕದಿಂದ ಕುಡಿಯುವ ನೀರು ಕಲುಷಿತ [1045, 704, 1382, 725]
story-text: ಹೋಟೆಲ್‌ಗಳು, ವಸತಿಗೃಹಗಳು, ಕೋಳಿ ಅಂಗಡಿಗಳ ತ್ಯಾಜ್ಯವನ್ನು ರಾತ್ರಿ ವೇಳೆ ವಾಹನಗಳಲ್ಲಿ ತಂದು ಎಸೆಯುವವರ ಮೇಲೆ ನಿಗಾ ಇರಿಸಲಾಗಿದೆ. [1282, 2151, 1516, 2192]
lead-body-col1 [301, 328, 540, 673]
page-label: ಪುಟ ಸಂಖ್ಯೆ [1435, 172, 1478, 185]
lead-photo [547, 328, 1026, 540]
story-text: ಪಂಚಾಯತ್‌ಗಳಿಗೆ ಹೆಚ್ಚಿನ ಅಧಿಕಾರ ನೀಡಿದ ನಂತರ ಗ್ರಾಮೀಣ ಪ್ರದೇಶಗಳಲ್ಲಿ ಅಭಿವೃದ್ಧಿ ಕಾರ್ಯಗಳು ವೇಗ ಪಡೆದಿವೆ. ಜನರು ತಮ್ಮ ಅಗತ್ಯಗಳನ್ನು ನೇರವಾಗಿ ಪಂಚಾಯತ್ ಮೂಲಕ ಪಡೆಯುತ್ತಿದ್ದಾರೆ ಎಂದರು. [301, 477, 540, 532]
divider [297, 693, 1532, 694]
story-headline: ಬ್ರಹ್ಮರಥೋತ್ಸವದ [40, 1537, 150, 1559]
brand-box [1089, 62, 1541, 161]
story-text: ಗ್ರಾಮಸಭೆಯಲ್ಲಿ ನೋಡಲ್ ಅಧಿಕಾರಿ, ಪಂಚಾಯತ್ ಸದಸ್ಯರು ಹಾಗೂ ಇಲಾಖಾ ಅಧಿಕಾರಿಗಳು ಉಪಸ್ಥಿತರಿದ್ದರು. ಪಿಡಿಒ ಸ್ವಾಗತಿಸಿ ವಂದಿಸಿದರು. [301, 978, 492, 1019]
